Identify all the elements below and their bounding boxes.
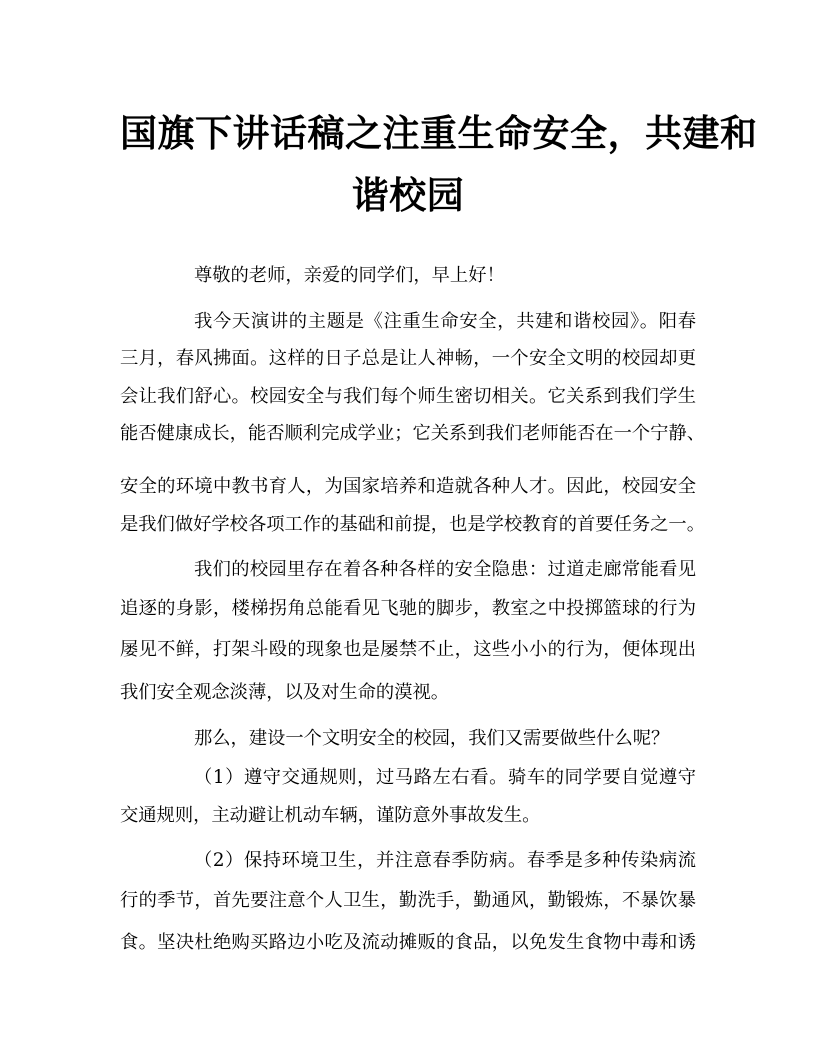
- paragraph-2-line: 我们的校园里存在着各种各样的安全隐患：过道走廊常能看见: [194, 559, 696, 580]
- paragraph-1-line: 是我们做好学校各项工作的基础和前提，也是学校教育的首要任务之一。: [120, 514, 705, 535]
- paragraph-1-line: 能否健康成长，能否顺利完成学业；它关系到我们老师能否在一个宁静、: [120, 423, 705, 444]
- item-2-line: 食。坚决杜绝购买路边小吃及流动摊贩的食品，以免发生食物中毒和诱: [120, 932, 696, 953]
- item-1-line: （1）遵守交通规则，过马路左右看。骑车的同学要自觉遵守: [194, 767, 696, 788]
- item-1-line: 交通规则，主动避让机动车辆，谨防意外事故发生。: [120, 805, 541, 826]
- paragraph-2-line: 追逐的身影，楼梯拐角总能看见飞驰的脚步，教室之中投掷篮球的行为: [120, 598, 696, 619]
- paragraph-2-line: 屡见不鲜，打架斗殴的现象也是屡禁不止，这些小小的行为，便体现出: [120, 639, 696, 660]
- paragraph-3-line: 那么，建设一个文明安全的校园，我们又需要做些什么呢？: [194, 728, 670, 749]
- paragraph-1-line: 三月，春风拂面。这样的日子总是让人神畅，一个安全文明的校园却更: [120, 348, 696, 369]
- document-title-line-1: 国旗下讲话稿之注重生命安全，共建和: [120, 111, 758, 155]
- greeting-line: 尊敬的老师，亲爱的同学们，早上好！: [194, 265, 505, 286]
- paragraph-1-line: 会让我们舒心。校园安全与我们每个师生密切相关。它关系到我们学生: [120, 386, 696, 407]
- document-title-line-2: 谐校园: [351, 173, 465, 217]
- item-2-line: 行的季节，首先要注意个人卫生，勤洗手，勤通风，勤锻炼，不暴饮暴: [120, 890, 696, 911]
- paragraph-1-line: 安全的环境中教书育人，为国家培养和造就各种人才。因此，校园安全: [120, 476, 696, 497]
- item-2-line: （2）保持环境卫生，并注意春季防病。春季是多种传染病流: [194, 850, 696, 871]
- paragraph-2-line: 我们安全观念淡薄，以及对生命的漠视。: [120, 682, 450, 703]
- paragraph-1-line: 我今天演讲的主题是《注重生命安全，共建和谐校园》。阳春: [194, 311, 696, 332]
